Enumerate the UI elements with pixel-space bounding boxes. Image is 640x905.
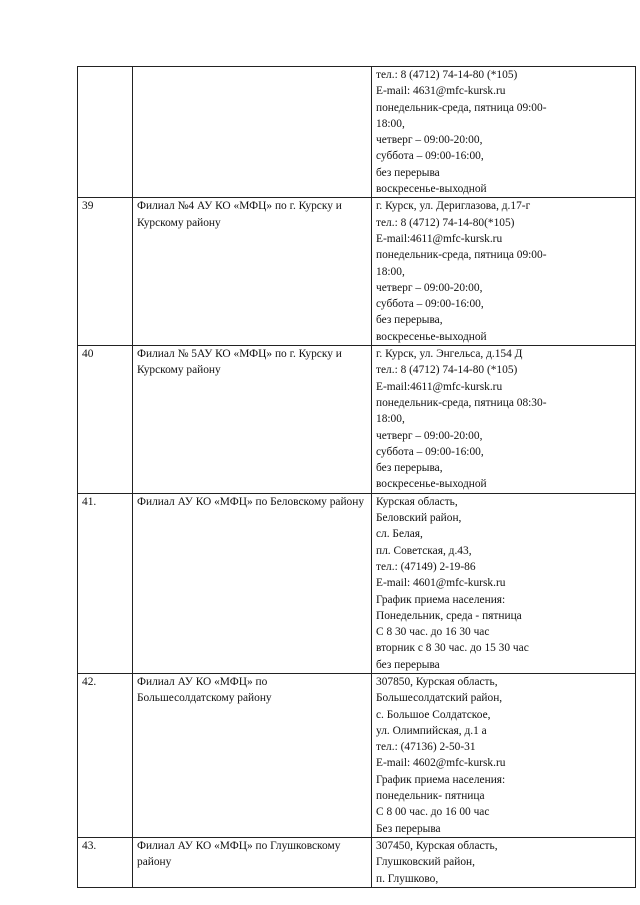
contact-line: без перерыва xyxy=(376,658,440,671)
branches-table xyxy=(77,66,636,888)
row-number: 41. xyxy=(78,493,133,673)
contact-line: Большесолдатский район, xyxy=(376,692,503,705)
contact-line: 18:00, xyxy=(376,413,405,426)
contact-line: воскресенье-выходной xyxy=(376,478,487,491)
table-row xyxy=(78,198,636,346)
contact-line: тел.: 8 (4712) 74-14-80 (*105) xyxy=(376,364,518,377)
contact-line: воскресенье-выходной xyxy=(376,330,487,343)
branch-contacts xyxy=(372,346,636,494)
table-row xyxy=(78,837,636,887)
contact-line: четверг – 09:00-20:00, xyxy=(376,134,483,147)
contact-line: понедельник-среда, пятница 09:00- xyxy=(376,101,547,114)
branch-contacts xyxy=(372,198,636,346)
contact-line: С 8 30 час. до 16 30 час xyxy=(376,626,490,639)
row-number xyxy=(78,67,133,198)
table-row xyxy=(78,67,636,198)
contact-line: ул. Олимпийская, д.1 а xyxy=(376,724,487,737)
contact-line: четверг – 09:00-20:00, xyxy=(376,281,483,294)
branch-contacts xyxy=(372,67,636,198)
contact-line: Курская область, xyxy=(376,495,458,508)
contact-line: г. Курск, ул. Энгельса, д.154 Д xyxy=(376,348,523,361)
contact-line: понедельник-среда, пятница 09:00- xyxy=(376,249,547,262)
contact-line: сл. Белая, xyxy=(376,528,423,541)
branch-name: Филиал АУ КО «МФЦ» по Беловскому району xyxy=(133,493,372,673)
contact-line: 18:00, xyxy=(376,117,405,130)
branch-name: Филиал №4 АУ КО «МФЦ» по г. Курску и Курскому району xyxy=(133,198,372,346)
table-row xyxy=(78,346,636,494)
branch-contacts xyxy=(372,837,636,887)
contact-line: С 8 00 час. до 16 00 час xyxy=(376,806,490,819)
contact-line: Без перерыва xyxy=(376,822,441,835)
contact-line: E-mail:4611@mfc-kursk.ru xyxy=(376,380,503,393)
branch-contacts xyxy=(372,493,636,673)
contact-line: без перерыва, xyxy=(376,462,443,475)
contact-line: понедельник-среда, пятница 08:30- xyxy=(376,396,547,409)
contact-line: График приема населения: xyxy=(376,593,506,606)
contact-line: 307850, Курская область, xyxy=(376,675,498,688)
contact-line: суббота – 09:00-16:00, xyxy=(376,150,484,163)
contact-line: суббота – 09:00-16:00, xyxy=(376,445,484,458)
contact-line: тел.: (47149) 2-19-86 xyxy=(376,560,476,573)
contact-line: с. Большое Солдатское, xyxy=(376,708,491,721)
contact-line: г. Курск, ул. Дериглазова, д.17-г xyxy=(376,200,531,213)
contact-line: без перерыва xyxy=(376,166,440,179)
contact-line: вторник с 8 30 час. до 15 30 час xyxy=(376,642,529,655)
contact-line: 18:00, xyxy=(376,265,405,278)
contact-line: тел.: (47136) 2-50-31 xyxy=(376,741,476,754)
contact-line: 307450, Курская область, xyxy=(376,839,498,852)
contact-line: Глушковский район, xyxy=(376,856,475,869)
row-number: 43. xyxy=(78,837,133,887)
table-body xyxy=(78,67,636,888)
contact-line: Понедельник, среда - пятница xyxy=(376,609,522,622)
branch-name: Филиал № 5АУ КО «МФЦ» по г. Курску и Курскому району xyxy=(133,346,372,494)
table-row xyxy=(78,493,636,673)
branch-name: Филиал АУ КО «МФЦ» по Большесолдатскому району xyxy=(133,673,372,837)
contact-line: E-mail: 4602@mfc-kursk.ru xyxy=(376,757,506,770)
branch-name: Филиал АУ КО «МФЦ» по Глушковскому району xyxy=(133,837,372,887)
contact-line: понедельник- пятница xyxy=(376,790,485,803)
contact-line: суббота – 09:00-16:00, xyxy=(376,298,484,311)
table-row xyxy=(78,673,636,837)
contact-line: E-mail: 4601@mfc-kursk.ru xyxy=(376,577,506,590)
row-number: 39 xyxy=(78,198,133,346)
branch-name xyxy=(133,67,372,198)
row-number: 40 xyxy=(78,346,133,494)
contact-line: четверг – 09:00-20:00, xyxy=(376,429,483,442)
row-number: 42. xyxy=(78,673,133,837)
contact-line: пл. Советская, д.43, xyxy=(376,544,472,557)
contact-line: График приема населения: xyxy=(376,773,506,786)
contact-line: Беловский район, xyxy=(376,512,462,525)
contact-line: тел.: 8 (4712) 74-14-80 (*105) xyxy=(376,69,518,81)
contact-line: тел.: 8 (4712) 74-14-80(*105) xyxy=(376,216,515,229)
branch-contacts xyxy=(372,673,636,837)
contact-line: п. Глушково, xyxy=(376,872,439,885)
contact-line: воскресенье-выходной xyxy=(376,183,487,196)
contact-line: E-mail:4611@mfc-kursk.ru xyxy=(376,232,503,245)
contact-line: E-mail: 4631@mfc-kursk.ru xyxy=(376,85,506,98)
contact-line: без перерыва, xyxy=(376,314,443,327)
